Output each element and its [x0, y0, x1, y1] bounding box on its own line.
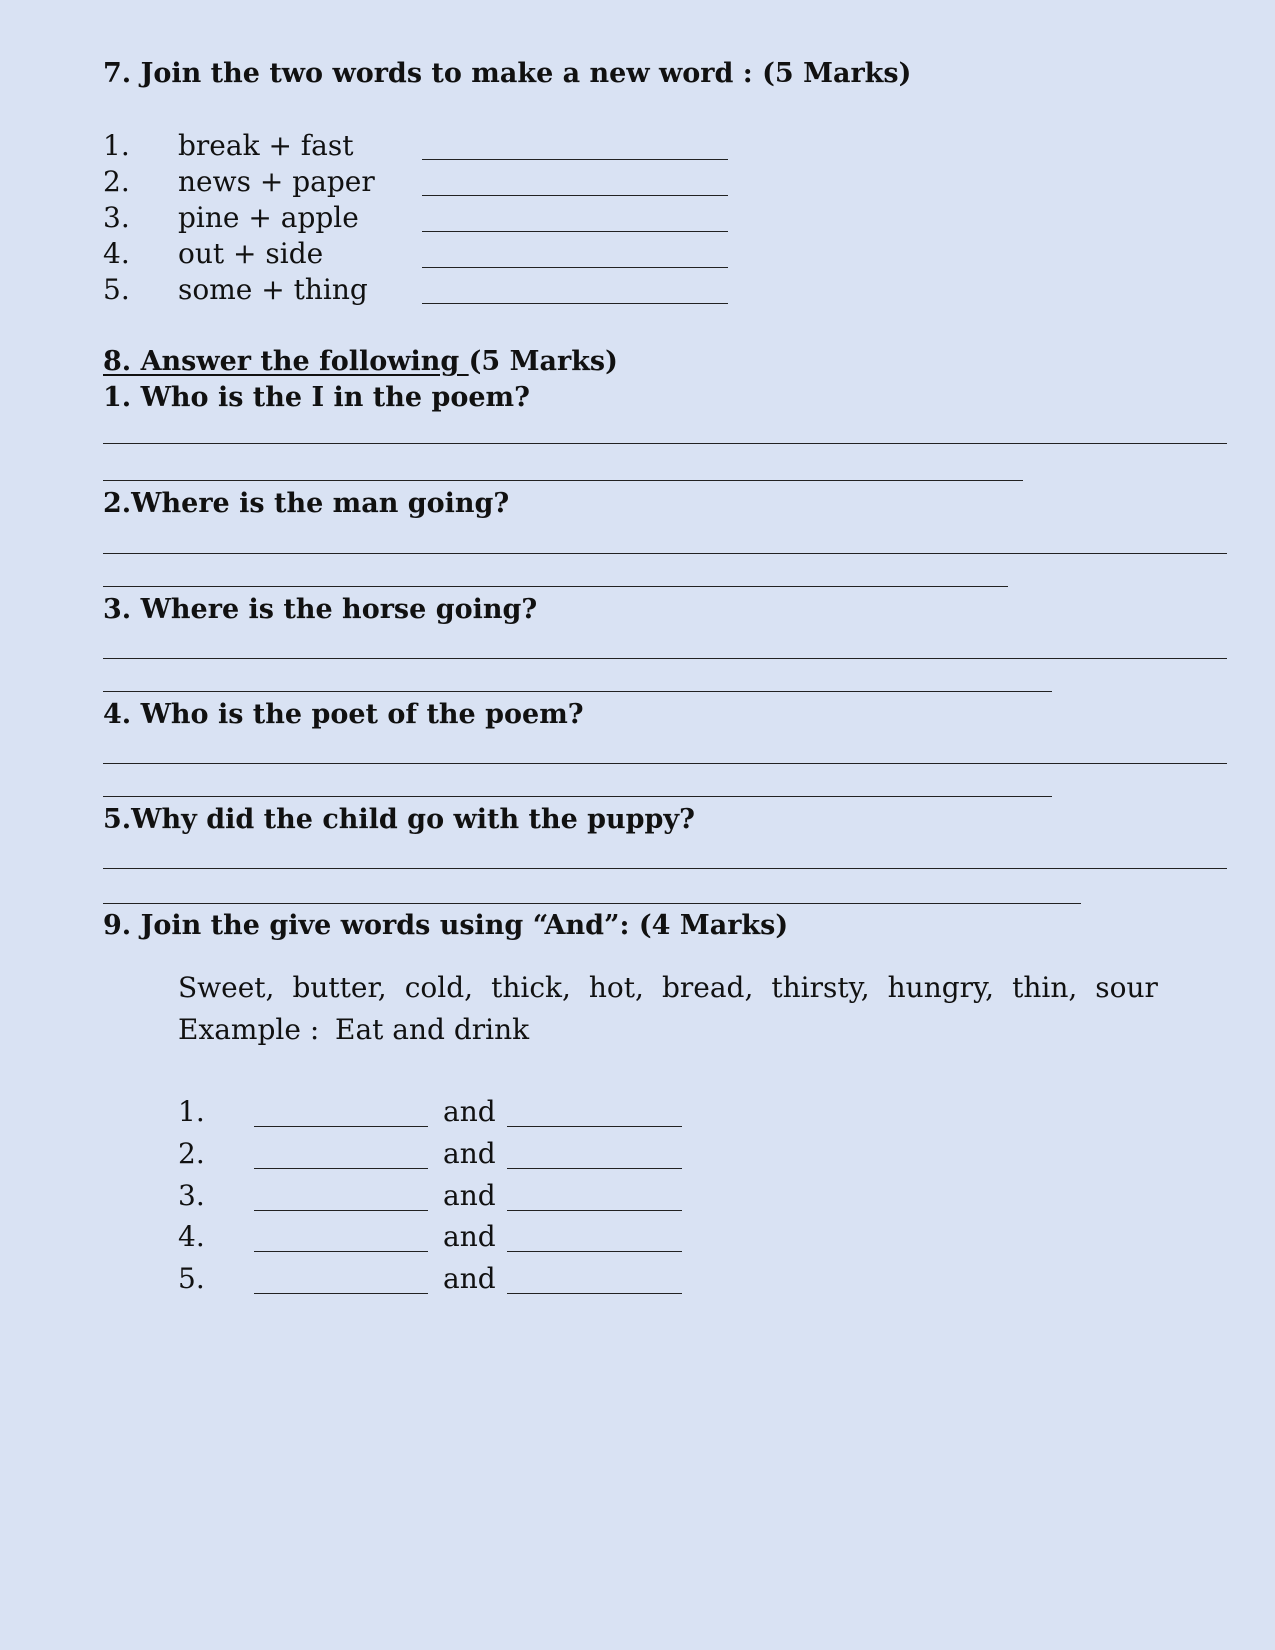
word-bank-item: hot, — [588, 971, 644, 1004]
question-4: 4. Who is the poet of the poem? — [103, 699, 584, 730]
question-5: 5.Why did the child go with the puppy? — [103, 804, 695, 835]
answer-line[interactable] — [103, 443, 1227, 444]
answer-line[interactable] — [254, 1293, 428, 1294]
answer-line[interactable] — [422, 303, 728, 304]
and-connector: and — [443, 1220, 496, 1253]
answer-line[interactable] — [507, 1168, 682, 1169]
and-connector: and — [443, 1262, 496, 1295]
and-connector: and — [443, 1095, 496, 1128]
section-9-title: 9. Join the give words using “And”: (4 Marks) — [103, 910, 789, 941]
word-bank-item: thin, — [1012, 971, 1078, 1004]
word-bank-item: thirsty, — [771, 971, 870, 1004]
answer-line[interactable] — [422, 195, 728, 196]
answer-line[interactable] — [254, 1210, 428, 1211]
answer-line[interactable] — [103, 691, 1052, 692]
answer-line[interactable] — [103, 903, 1081, 904]
answer-line[interactable] — [254, 1168, 428, 1169]
list-item-number: 4. — [103, 237, 130, 270]
section-8-title-underlined: 8. Answer the following — [103, 346, 469, 377]
and-connector: and — [443, 1137, 496, 1170]
answer-line[interactable] — [507, 1293, 682, 1294]
list-item-number: 3. — [178, 1179, 205, 1212]
and-connector: and — [443, 1179, 496, 1212]
answer-line[interactable] — [103, 763, 1227, 764]
word-bank — [178, 972, 1158, 1004]
answer-line[interactable] — [103, 796, 1052, 797]
list-item-number: 2. — [103, 165, 130, 198]
word-bank-item: Sweet, — [178, 971, 275, 1004]
answer-line[interactable] — [422, 231, 728, 232]
question-2: 2.Where is the man going? — [103, 488, 510, 519]
word-bank-item: cold, — [404, 971, 474, 1004]
answer-line[interactable] — [507, 1210, 682, 1211]
question-1: 1. Who is the I in the poem? — [103, 382, 530, 413]
word-bank-item: butter, — [292, 971, 387, 1004]
answer-line[interactable] — [507, 1251, 682, 1252]
list-item-number: 1. — [103, 129, 130, 162]
word-bank-item: bread, — [661, 971, 754, 1004]
word-bank-item: sour — [1095, 971, 1158, 1004]
word-pair: break + fast — [178, 129, 354, 162]
question-3: 3. Where is the horse going? — [103, 594, 538, 625]
answer-line[interactable] — [103, 480, 1023, 481]
list-item-number: 2. — [178, 1137, 205, 1170]
list-item-number: 3. — [103, 201, 130, 234]
answer-line[interactable] — [103, 553, 1227, 554]
answer-line[interactable] — [422, 267, 728, 268]
word-pair: out + side — [178, 237, 324, 270]
word-bank-item: hungry, — [887, 971, 995, 1004]
word-bank-item: thick, — [491, 971, 571, 1004]
section-8-marks: (5 Marks) — [468, 346, 618, 377]
answer-line[interactable] — [254, 1251, 428, 1252]
answer-line[interactable] — [422, 159, 728, 160]
answer-line[interactable] — [507, 1126, 682, 1127]
answer-line[interactable] — [254, 1126, 428, 1127]
section-7-title: 7. Join the two words to make a new word : (5 Marks) — [103, 58, 912, 89]
list-item-number: 4. — [178, 1220, 205, 1253]
answer-line[interactable] — [103, 658, 1227, 659]
word-pair: news + paper — [178, 165, 375, 198]
answer-line[interactable] — [103, 868, 1227, 869]
section-8-title — [103, 346, 618, 378]
example-text: Eat and drink — [335, 1013, 530, 1046]
word-pair: some + thing — [178, 273, 368, 306]
answer-line[interactable] — [103, 586, 1008, 587]
list-item-number: 5. — [103, 273, 130, 306]
list-item-number: 1. — [178, 1095, 205, 1128]
word-pair: pine + apple — [178, 201, 359, 234]
example-label: Example : — [178, 1013, 320, 1046]
list-item-number: 5. — [178, 1262, 205, 1295]
